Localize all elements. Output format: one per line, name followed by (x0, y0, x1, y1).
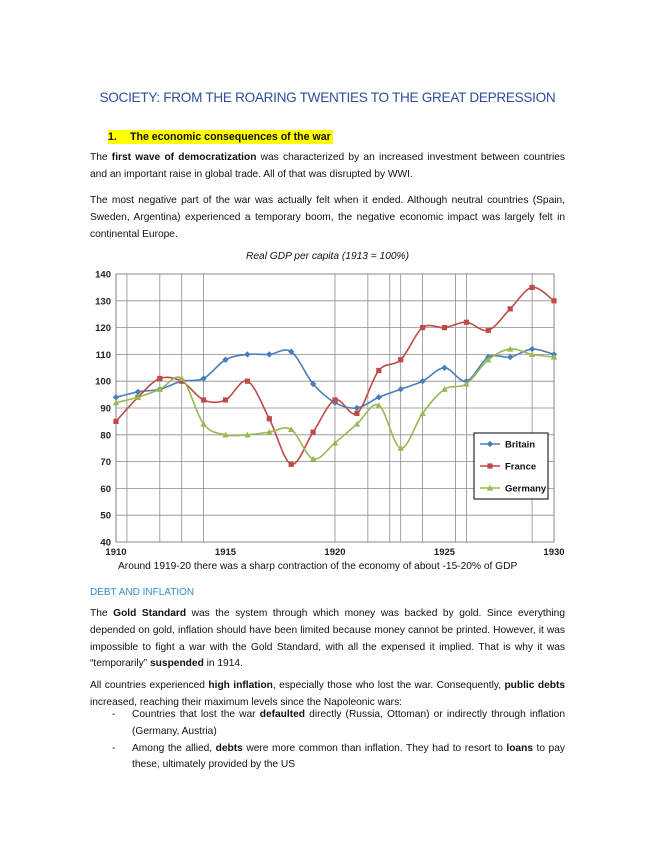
paragraph-democratization (90, 150, 565, 184)
france-point (267, 416, 272, 421)
dash: - (112, 742, 116, 754)
y-tick-label: 120 (95, 323, 111, 335)
text: was characterized by an increased investment between countries and an important raise in global trade. All of that was disrupted by WWI. (90, 152, 565, 180)
text: The (90, 152, 112, 163)
france-point (398, 357, 403, 362)
bold-text: high inflation (208, 680, 273, 691)
y-tick-label: 130 (95, 296, 111, 308)
chart-note: Around 1919-20 there was a sharp contraction of the economy of about -15-20% of GDP (118, 561, 518, 572)
france-point (442, 325, 447, 330)
page-title: SOCIETY: FROM THE ROARING TWENTIES TO THE GREAT DEPRESSION (99, 90, 556, 105)
legend-germany-label: Germany (505, 483, 547, 495)
y-tick-label: 90 (100, 403, 111, 415)
text: increased, reaching their maximum levels since the Napoleonic wars: (90, 696, 402, 708)
france-point (420, 325, 425, 330)
legend-france-label: France (505, 461, 537, 473)
x-tick-label: 1910 (105, 547, 127, 558)
text: to pay these, ultimately provided by the US (132, 742, 565, 771)
section-heading (108, 130, 333, 144)
text: were more common than inflation. They had to resort to (242, 742, 507, 754)
bullet-list (90, 707, 565, 774)
france-point (201, 397, 206, 402)
list-item (90, 707, 565, 741)
france-point (530, 285, 535, 290)
france-point (376, 368, 381, 373)
france-point (486, 328, 491, 333)
france-point (464, 320, 469, 325)
legend-britain-label: Britain (505, 439, 536, 451)
x-tick-label: 1920 (324, 547, 346, 558)
x-tick-label: 1930 (543, 547, 565, 558)
x-tick-label: 1925 (433, 547, 456, 558)
text: Among the allied, (132, 742, 216, 754)
dash: - (112, 709, 116, 720)
bold-text: defaulted (259, 709, 306, 720)
bold-text: first wave of democratization (111, 152, 257, 163)
y-tick-label: 110 (95, 349, 111, 361)
x-tick-label: 1915 (214, 547, 237, 558)
bold-text: public debts (504, 680, 566, 691)
france-point (223, 397, 228, 402)
y-tick-label: 50 (100, 510, 111, 522)
chart-title: Real GDP per capita (1913 = 100%) (246, 251, 409, 262)
france-point (551, 298, 556, 303)
text: in 1914. (203, 658, 243, 670)
y-tick-label: 80 (100, 430, 111, 442)
y-tick-label: 100 (95, 376, 111, 388)
bold-text: Gold Standard (113, 608, 187, 619)
text: The (90, 608, 114, 619)
gdp-line-chart (88, 265, 568, 561)
text: , especially those who lost the war. Consequently, (272, 680, 505, 691)
debt-inflation-heading: DEBT AND INFLATION (90, 587, 195, 598)
y-tick-label: 40 (100, 537, 111, 549)
france-point (354, 411, 359, 416)
france-point (311, 430, 316, 435)
legend-france-marker (487, 463, 492, 468)
paragraph-negative-impact: The most negative part of the war was actually felt when it ended. Although neutral countries (Spain, Sweden, Argentina) experienced a temporary boom, the negative economic impact was largely felt in continental Europe. (90, 195, 565, 240)
text: was the system through which money was backed by gold. Since everything depended on gold, inflation should have been limited because money cannot be printed. However, it was impossible to fight a war with the Gold Standard, with all the expensed it implied. That is why it was “temporarily” (90, 608, 565, 670)
france-point (508, 306, 513, 311)
text: Countries that lost the war (132, 709, 260, 720)
list-item (90, 741, 565, 775)
section-number: 1. (108, 131, 117, 143)
france-point (157, 376, 162, 381)
text: directly (Russia, Ottoman) or indirectly through inflation (Germany, Austria) (132, 709, 565, 737)
bold-text: loans (506, 742, 533, 754)
paragraph-gold-standard (90, 606, 565, 673)
france-point (289, 462, 294, 467)
france-point (332, 397, 337, 402)
y-tick-label: 70 (100, 457, 111, 469)
france-point (245, 379, 250, 384)
bold-text: suspended (150, 658, 204, 670)
y-tick-label: 140 (95, 269, 111, 281)
bold-text: debts (215, 742, 243, 754)
text: All countries experienced (90, 680, 209, 691)
france-point (113, 419, 118, 424)
y-tick-label: 60 (100, 483, 111, 495)
section-heading-text: The economic consequences of the war (130, 131, 331, 143)
